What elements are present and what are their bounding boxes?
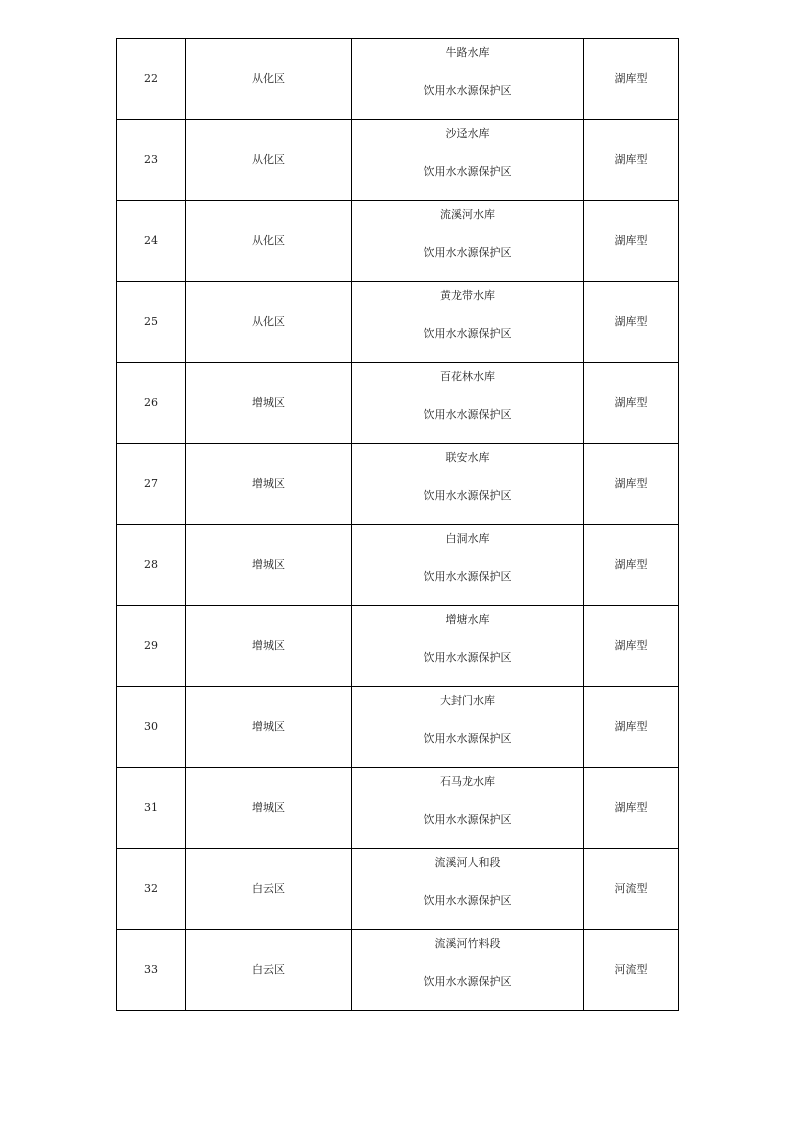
district-cell: 增城区 [186, 444, 352, 525]
district-cell: 从化区 [186, 282, 352, 363]
district-cell: 增城区 [186, 525, 352, 606]
table-row [117, 201, 679, 282]
type-cell: 湖库型 [584, 201, 679, 282]
row-number: 30 [117, 687, 186, 768]
table-row [117, 687, 679, 768]
protection-area-name-cell [352, 930, 584, 1011]
table-row [117, 930, 679, 1011]
water-source-name: 联安水库 [445, 451, 490, 464]
protection-area-label: 饮用水水源保护区 [423, 489, 512, 502]
protection-area-label: 饮用水水源保护区 [423, 165, 512, 178]
type-cell: 河流型 [584, 930, 679, 1011]
protection-area-label: 饮用水水源保护区 [423, 408, 512, 421]
table-row [117, 606, 679, 687]
row-number: 25 [117, 282, 186, 363]
type-cell: 湖库型 [584, 606, 679, 687]
type-cell: 湖库型 [584, 768, 679, 849]
water-source-name: 大封门水库 [440, 694, 495, 707]
protection-area-label: 饮用水水源保护区 [423, 246, 512, 259]
district-cell: 从化区 [186, 39, 352, 120]
table-row [117, 768, 679, 849]
row-number: 23 [117, 120, 186, 201]
protection-area-name-cell [352, 768, 584, 849]
type-cell: 湖库型 [584, 120, 679, 201]
table-row [117, 363, 679, 444]
protection-area-name-cell [352, 363, 584, 444]
protection-area-label: 饮用水水源保护区 [423, 894, 512, 907]
protection-area-label: 饮用水水源保护区 [423, 327, 512, 340]
row-number: 29 [117, 606, 186, 687]
row-number: 32 [117, 849, 186, 930]
type-cell: 河流型 [584, 849, 679, 930]
water-source-name: 流溪河水库 [440, 208, 495, 221]
district-cell: 增城区 [186, 606, 352, 687]
protection-area-label: 饮用水水源保护区 [423, 570, 512, 583]
water-source-name: 石马龙水库 [440, 775, 495, 788]
water-source-table [116, 38, 679, 1011]
type-cell: 湖库型 [584, 687, 679, 768]
protection-area-label: 饮用水水源保护区 [423, 84, 512, 97]
type-cell: 湖库型 [584, 39, 679, 120]
protection-area-name-cell [352, 201, 584, 282]
table-row [117, 120, 679, 201]
protection-area-name-cell [352, 39, 584, 120]
table-row [117, 849, 679, 930]
water-source-name: 百花林水库 [440, 370, 495, 383]
row-number: 31 [117, 768, 186, 849]
district-cell: 白云区 [186, 930, 352, 1011]
district-cell: 从化区 [186, 201, 352, 282]
water-source-name: 流溪河竹料段 [434, 937, 501, 950]
type-cell: 湖库型 [584, 363, 679, 444]
district-cell: 增城区 [186, 768, 352, 849]
table-row [117, 444, 679, 525]
protection-area-label: 饮用水水源保护区 [423, 975, 512, 988]
table-row [117, 282, 679, 363]
district-cell: 增城区 [186, 363, 352, 444]
row-number: 27 [117, 444, 186, 525]
type-cell: 湖库型 [584, 282, 679, 363]
protection-area-name-cell [352, 606, 584, 687]
table-row [117, 525, 679, 606]
district-cell: 从化区 [186, 120, 352, 201]
row-number: 28 [117, 525, 186, 606]
protection-area-name-cell [352, 525, 584, 606]
protection-area-label: 饮用水水源保护区 [423, 732, 512, 745]
protection-area-label: 饮用水水源保护区 [423, 813, 512, 826]
water-source-name: 增塘水库 [445, 613, 490, 626]
water-source-name: 白洞水库 [445, 532, 490, 545]
water-source-name: 沙迳水库 [445, 127, 490, 140]
protection-area-name-cell [352, 282, 584, 363]
district-cell: 白云区 [186, 849, 352, 930]
protection-area-label: 饮用水水源保护区 [423, 651, 512, 664]
water-source-name: 流溪河人和段 [434, 856, 501, 869]
row-number: 33 [117, 930, 186, 1011]
protection-area-name-cell [352, 444, 584, 525]
protection-area-name-cell [352, 687, 584, 768]
protection-area-name-cell [352, 120, 584, 201]
type-cell: 湖库型 [584, 444, 679, 525]
type-cell: 湖库型 [584, 525, 679, 606]
protection-area-name-cell [352, 849, 584, 930]
row-number: 22 [117, 39, 186, 120]
row-number: 26 [117, 363, 186, 444]
row-number: 24 [117, 201, 186, 282]
water-source-name: 牛路水库 [445, 46, 490, 59]
district-cell: 增城区 [186, 687, 352, 768]
table-row [117, 39, 679, 120]
water-source-name: 黄龙带水库 [440, 289, 495, 302]
